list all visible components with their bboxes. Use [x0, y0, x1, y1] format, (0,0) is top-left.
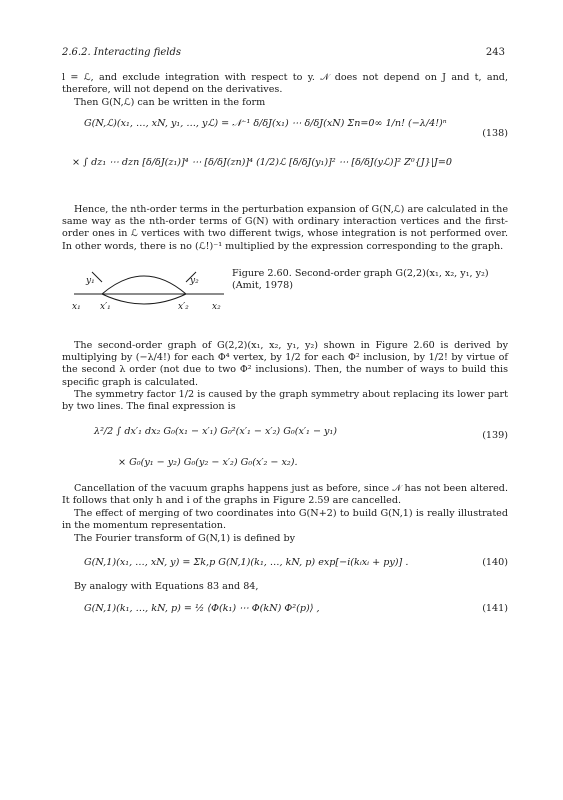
- paragraph-intro: l = ℒ, and exclude integration with respect to y. 𝒩 does not depend on J and t, and, therefore, will not depend on the derivatives.: [62, 72, 508, 96]
- equation-number-141: (141): [482, 603, 508, 614]
- equation-number-140: (140): [482, 557, 508, 568]
- paragraph-second-order: The second-order graph of G(2,2)(x₁, x₂, y₁, y₂) shown in Figure 2.60 is derived by multiplying by (−λ/4!) for each Φ⁴ vertex, by 1/2 for each Φ² inclusion, by 1/2! by virtue of the second λ order (not due to two Φ² inclusions). Then, the number of ways to build this specific graph is calculated.: [62, 340, 508, 388]
- equation-139-line1: λ²/2 ∫ dx′₁ dx₂ G₀(x₁ − x′₁) G₀²(x′₁ − x′₂) G₀(x′₁ − y₁): [94, 426, 338, 437]
- figure-caption-source: (Amit, 1978): [232, 280, 293, 291]
- page-number: 243: [485, 47, 505, 58]
- label-y1: y₁: [86, 276, 95, 286]
- paragraph-cancellation: Cancellation of the vacuum graphs happens just as before, since 𝒩 has not been altered. It follows that only h and i of the graphs in Figure 2.59 are cancelled.: [62, 483, 508, 507]
- label-x2: x₂: [212, 302, 221, 312]
- equation-139-line2: × G₀(y₁ − y₂) G₀(y₂ − x′₂) G₀(x′₂ − x₂).: [118, 457, 298, 468]
- paragraph-fourier: The Fourier transform of G(N,1) is defined by: [74, 533, 296, 544]
- equation-number-139: (139): [482, 430, 508, 441]
- equation-141: G(N,1)(k₁, …, kN, p) = ½ ⟨Φ(k₁) ⋯ Φ(kN) Φ²(p)⟩ ,: [84, 603, 320, 614]
- label-x1-prime: x′₁: [100, 302, 111, 312]
- paragraph-hence: Hence, the nth-order terms in the perturbation expansion of G(N,ℒ) are calculated in the same way as the nth-order terms of G(N) with ordinary interaction vertices and the first-order ones in ℒ vertices with two different twigs, whose integration is not performed over. In other words, there is no (ℒ!)⁻¹ multiplied by the expression corresponding to the graph.: [62, 204, 508, 252]
- equation-number-138: (138): [482, 128, 508, 139]
- running-header-section: 2.6.2. Interacting fields: [62, 47, 182, 58]
- equation-138-line1: G(N,ℒ)(x₁, …, xN, y₁, …, yℒ) = 𝒩⁻¹ δ/δJ(x₁) ⋯ δ/δJ(xN) Σn=0∞ 1/n! (−λ/4!)ⁿ: [84, 118, 447, 129]
- graph-upper-arc: [102, 276, 186, 294]
- label-y2: y₂: [190, 276, 199, 286]
- paragraph-symmetry: The symmetry factor 1/2 is caused by the graph symmetry about replacing its lower part by two lines. The final expression is: [62, 389, 508, 413]
- equation-138-line2: × ∫ dz₁ ⋯ dzn [δ/δJ(z₁)]⁴ ⋯ [δ/δJ(zn)]⁴ (1/2)ℒ [δ/δJ(y₁)]² ⋯ [δ/δJ(yℒ)]² Z⁰{J}|J=0: [72, 157, 452, 168]
- graph-lower-arc: [102, 294, 186, 304]
- feynman-graph-figure: [64, 258, 234, 314]
- equation-140: G(N,1)(x₁, …, xN, y) = Σk,p G(N,1)(k₁, …, kN, p) exp[−i(kᵢxᵢ + py)] .: [84, 557, 409, 568]
- paragraph-analogy: By analogy with Equations 83 and 84,: [74, 581, 259, 592]
- paragraph-then: Then G(N,ℒ) can be written in the form: [74, 97, 266, 108]
- label-x2-prime: x′₂: [178, 302, 189, 312]
- paragraph-merging: The effect of merging of two coordinates into G(N+2) to build G(N,1) is really illustrated in the momentum representation.: [62, 508, 508, 532]
- figure-caption: Figure 2.60. Second-order graph G(2,2)(x₁, x₂, y₁, y₂): [232, 268, 489, 279]
- label-x1: x₁: [72, 302, 81, 312]
